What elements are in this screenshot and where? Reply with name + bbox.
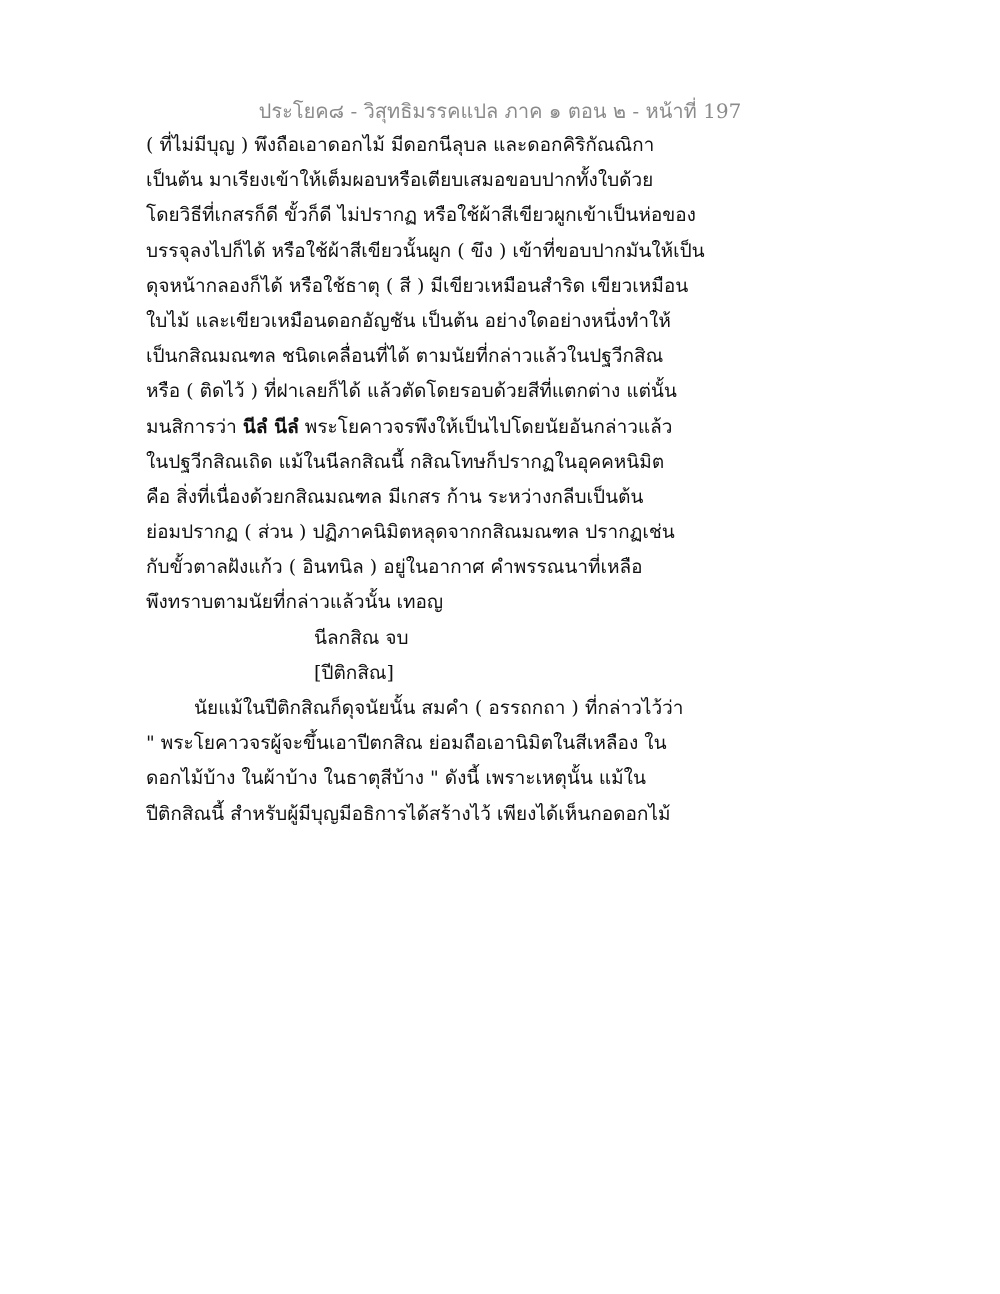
text-line-with-bold — [146, 410, 673, 445]
text-run: มนสิการว่า — [146, 415, 243, 438]
text-line: ย่อมปรากฏ ( ส่วน ) ปฏิภาคนิมิตหลุดจากกสิณมณฑล ปรากฏเช่น — [146, 521, 675, 544]
text-line: ในปฐวีกสิณเถิด แม้ในนีลกสิณนี้ กสิณโทษก็ปรากฏในอุคคหนิมิต — [146, 450, 665, 473]
body-text — [146, 128, 705, 832]
text-line: คือ สิ่งที่เนื่องด้วยกสิณมณฑล มีเกสร ก้าน ระหว่างกลีบเป็นต้น — [146, 485, 644, 508]
text-line: หรือ ( ติดไว้ ) ที่ฝาเลยก็ได้ แล้วตัดโดยรอบด้วยสีที่แตกต่าง แต่นั้น — [146, 380, 677, 403]
text-line: ดุจหน้ากลองก็ได้ หรือใช้ธาตุ ( สี ) มีเขียวเหมือนสำริด เขียวเหมือน — [146, 274, 689, 297]
text-line: ใบไม้ และเขียวเหมือนดอกอัญชัน เป็นต้น อย่างใดอย่างหนึ่งทำให้ — [146, 309, 671, 332]
text-line: โดยวิธีที่เกสรก็ดี ขั้วก็ดี ไม่ปรากฏ หรือใช้ผ้าสีเขียวผูกเข้าเป็นห่อของ — [146, 204, 696, 227]
text-line: กับขั้วตาลฝังแก้ว ( อินทนิล ) อยู่ในอากาศ คำพรรณนาที่เหลือ — [146, 556, 643, 579]
text-line: เป็นกสิณมณฑล ชนิดเคลื่อนที่ได้ ตามนัยที่กล่าวแล้วในปฐวีกสิณ — [146, 345, 664, 368]
bold-term: นีลํ นีลํ — [242, 415, 299, 438]
section-end-heading: นีลกสิณ จบ — [314, 626, 409, 649]
text-run: พระโยคาวจรพึงให้เป็นไปโดยนัยอันกล่าวแล้ว — [298, 415, 673, 438]
text-line: ( ที่ไม่มีบุญ ) พึงถือเอาดอกไม้ มีดอกนีลุบล และดอกคิริกัณณิกา — [146, 134, 655, 156]
text-line: นัยแม้ในปีติกสิณก็ดุจนัยนั้น สมคำ ( อรรถกถา ) ที่กล่าวไว้ว่า — [194, 697, 684, 719]
section-title: [ปีติกสิณ] — [314, 661, 394, 684]
text-line: ดอกไม้บ้าง ในผ้าบ้าง ในธาตุสีบ้าง " ดังนี้ เพราะเหตุนั้น แม้ใน — [146, 767, 646, 790]
text-line: พึงทราบตามนัยที่กล่าวแล้วนั้น เทอญ — [146, 591, 444, 614]
page-header: ประโยค๘ - วิสุทธิมรรคแปล ภาค ๑ ตอน ๒ - หน้าที่ 197 — [258, 99, 742, 123]
text-line: เป็นต้น มาเรียงเข้าให้เต็มผอบหรือเตียบเสมอขอบปากทั้งใบด้วย — [146, 169, 654, 192]
text-line: บรรจุลงไปก็ได้ หรือใช้ผ้าสีเขียวนั้นผูก ( ขึง ) เข้าที่ขอบปากมันให้เป็น — [146, 239, 705, 262]
text-line: ปีติกสิณนี้ สำหรับผู้มีบุญมีอธิการได้สร้างไว้ เพียงได้เห็นกอดอกไม้ — [146, 802, 671, 825]
text-line: " พระโยคาวจรผู้จะขึ้นเอาปีตกสิณ ย่อมถือเอานิมิตในสีเหลือง ใน — [146, 732, 667, 755]
